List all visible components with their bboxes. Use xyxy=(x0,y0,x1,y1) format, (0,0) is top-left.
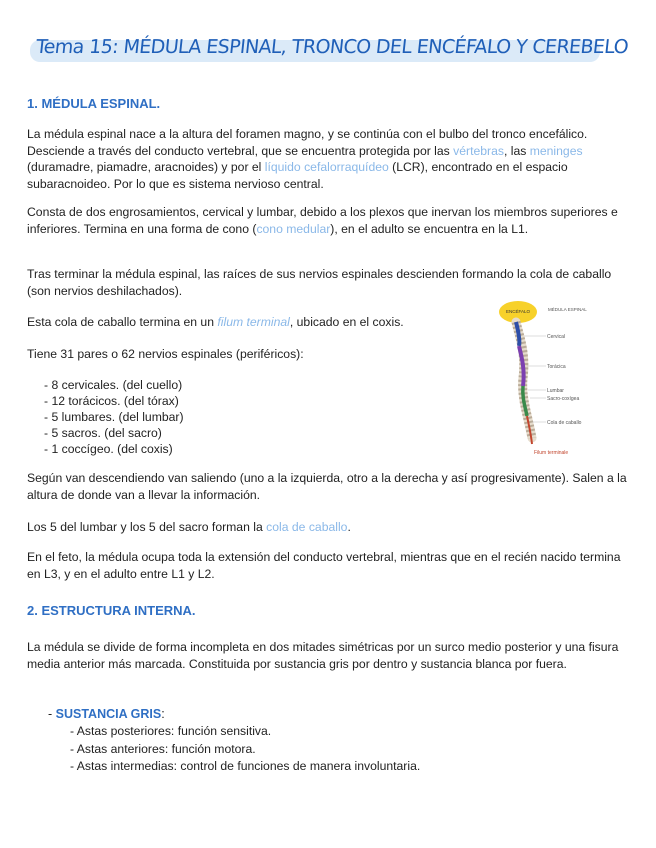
section-heading-medula: 1. MÉDULA ESPINAL. xyxy=(27,96,161,111)
text: Esta cola de caballo termina en un xyxy=(27,315,218,329)
label-cervical: Cervical xyxy=(547,334,566,340)
link-cono-medular[interactable]: cono medular xyxy=(256,221,331,236)
paragraph-lumbar-sacro xyxy=(27,519,627,536)
text: La médula espinal nace a la altura del foramen magno, y se continúa con el bulbo del tronco encefálico. Desciende a través del conducto vertebral, que se encuentra protegida por las xyxy=(27,127,588,158)
list-item: - 5 sacros. (del sacro) xyxy=(44,426,162,440)
paragraph-intro xyxy=(27,126,627,192)
text: ), en el adulto se encuentra en la L1. xyxy=(330,221,529,236)
title-block xyxy=(30,36,630,64)
nerves-list xyxy=(44,377,184,457)
paragraph-cola-caballo: Tras terminar la médula espinal, las raíces de sus nervios espinales descienden formando la cola de caballo (son nervios deshilachados). xyxy=(27,267,612,298)
label-filum: Filum terminale xyxy=(534,450,569,456)
link-cola-de-caballo[interactable]: cola de caballo xyxy=(266,520,348,534)
text: (LCR), encontrado en el espacio subaracnoideo. Por lo que es sistema nervioso central. xyxy=(27,160,568,191)
text: Consta de dos engrosamientos, cervical y lumbar, debido a los plexos que inervan los miembros superiores e inferiores. Termina en una forma de cono ( xyxy=(27,205,618,236)
text: , las xyxy=(503,143,530,158)
paragraph-estructura: La médula se divide de forma incompleta en dos mitades simétricas por un surco medio posterior y una fisura media anterior más marcada. Constituida por sustancia gris por dentro y sustancia blanca por fuera. xyxy=(27,640,619,671)
link-filum-terminal[interactable]: filum terminal xyxy=(217,315,290,329)
page-title: Tema 15: MÉDULA ESPINAL, TRONCO DEL ENCÉFALO Y CEREBELO xyxy=(34,36,630,58)
paragraph-nervios: Tiene 31 pares o 62 nervios espinales (periféricos): xyxy=(27,347,304,361)
paragraph-salida: Según van descendiendo van saliendo (uno a la izquierda, otro a la derecha y así progresivamente). Salen a la altura de donde van a llevar la información. xyxy=(27,471,627,502)
paragraph-feto: En el feto, la médula ocupa toda la extensión del conducto vertebral, mientras que en el recién nacido termina en L3, y en el adulto entre L1 y L2. xyxy=(27,550,621,581)
link-meninges[interactable]: meninges xyxy=(529,143,583,158)
text: (duramadre, piamadre, aracnoides) y por el xyxy=(27,160,265,174)
sustancia-gris-list xyxy=(70,723,420,776)
label-thoracic: Torácica xyxy=(547,364,566,370)
list-item: - Astas anteriores: función motora. xyxy=(70,741,256,756)
list-item: - 5 lumbares. (del lumbar) xyxy=(44,410,184,424)
label-sacro-coccygeal: Sacro-coxígea xyxy=(547,396,580,402)
list-item: - 1 coccígeo. (del coxis) xyxy=(44,442,173,456)
paragraph-filum xyxy=(27,314,487,331)
text: . xyxy=(347,520,351,534)
brain-label: ENCÉFALO xyxy=(506,309,531,314)
sustancia-gris-heading: - SUSTANCIA GRIS: xyxy=(48,707,165,721)
paragraph-engrosamientos xyxy=(27,204,627,237)
spinal-cord-figure xyxy=(492,298,632,460)
label-cauda-equina: Cola de caballo xyxy=(547,420,582,426)
label-lumbar: Lumbar xyxy=(547,388,564,394)
list-item: - Astas posteriores: función sensitiva. xyxy=(70,724,272,738)
cord-title-label: MÉDULA ESPINAL xyxy=(548,307,587,312)
text: , ubicado en el coxis. xyxy=(289,315,404,329)
text: Los 5 del lumbar y los 5 del sacro forman la xyxy=(27,520,267,534)
link-lcr[interactable]: líquido cefalorraquídeo xyxy=(264,160,389,174)
list-item: - 12 torácicos. (del tórax) xyxy=(44,394,179,408)
spinal-cord-illustration xyxy=(492,298,632,460)
section-heading-estructura: 2. ESTRUCTURA INTERNA. xyxy=(27,603,196,618)
sustancia-gris-label: SUSTANCIA GRIS xyxy=(55,707,162,721)
list-item: - Astas intermedias: control de funciones de manera involuntaria. xyxy=(70,759,421,773)
link-vertebras[interactable]: vértebras xyxy=(453,143,504,158)
list-item: - 8 cervicales. (del cuello) xyxy=(44,378,183,392)
